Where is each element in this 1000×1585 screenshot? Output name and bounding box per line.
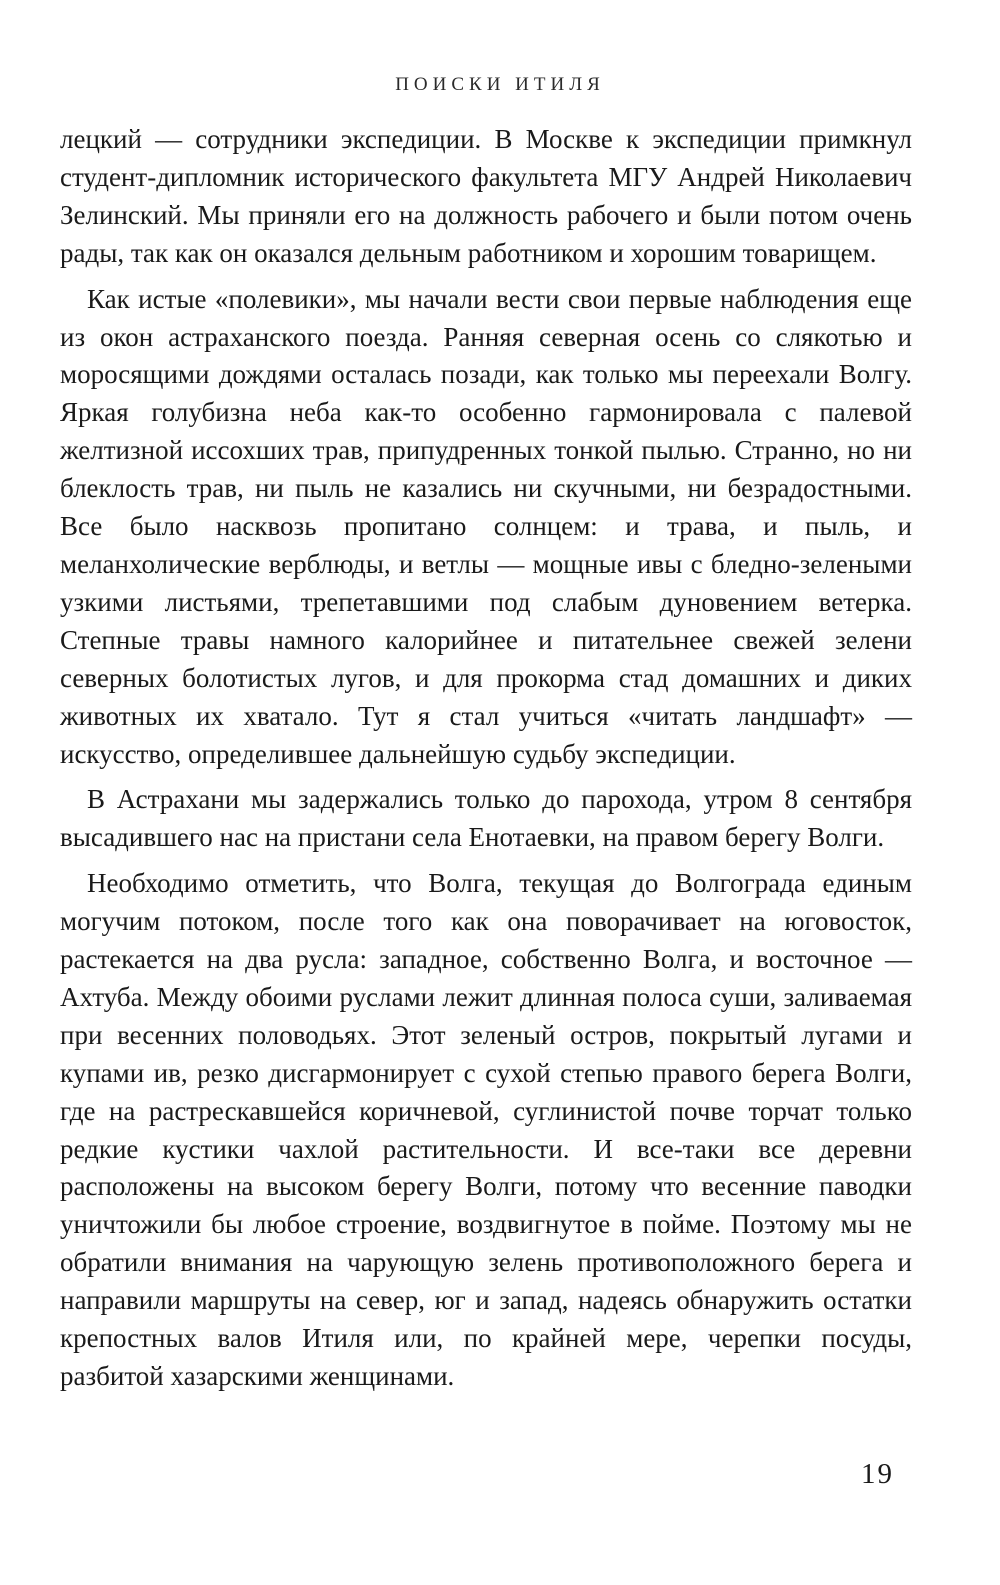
body-text [60,121,912,1404]
paragraph-4: Необходимо отметить, что Волга, текущая до Волгограда единым могучим потоком, после того как она поворачивает на юговосток, растекается на два русла: западное, собственно Волга, и восточное — Ахтуба. Между обоими руслами лежит длинная полоса суши, заливаемая при весенних половодьях. Этот зеленый остров, покрытый лугами и купами ив, резко дисгармонирует с сухой степью правого берега Волги, где на растрескавшейся коричневой, суглинистой почве торчат только редкие кустики чахлой растительности. И все-таки все деревни расположены на высоком берегу Волги, потому что весенние паводки уничтожили бы любое строение, воздвигнутое в пойме. Поэтому мы не обратили внимания на чарующую зелень противоположного берега и направили маршруты на север, юг и запад, надеясь обнаружить остатки крепостных валов Итиля или, по крайней мере, черепки посуды, разбитой хазарскими женщинами. [60,868,912,1391]
paragraph-2: Как истые «полевики», мы начали вести свои первые наблюдения еще из окон астраханского поезда. Ранняя северная осень со слякотью и моросящими дождями осталась позади, как только мы переехали Волгу. Яркая голубизна неба как-то особенно гармонировала с палевой желтизной иссохших трав, припудренных тонкой пылью. Странно, но ни блеклость трав, ни пыль не казались ни скучными, ни безрадостными. Все было насквозь пропитано солнцем: и трава, и пыль, и меланхолические верблюды, и ветлы — мощные ивы с бледно-зелеными узкими листьями, трепетавшими под слабым дуновением ветерка. Степные травы намного калорийнее и питательнее свежей зелени северных болотистых лугов, и для прокорма стад домашних и диких животных их хватало. Тут я стал учиться «читать ландшафт» — искусство, определившее дальнейшую судьбу экспедиции. [60,283,912,769]
paragraph-3: В Астрахани мы задержались только до парохода, утром 8 сентября высадившего нас на пристани села Енотаевки, на правом берегу Волги. [60,784,912,853]
paragraph-1: лецкий — сотрудники экспедиции. В Москве к экспедиции примкнул студент-дипломник исторического факультета МГУ Андрей Николаевич Зелинский. Мы приняли его на должность рабочего и были потом очень рады, так как он оказался дельным работником и хорошим товарищем. [60,124,912,268]
running-header: ПОИСКИ ИТИЛЯ [395,74,605,95]
page-number: 19 [861,1458,894,1490]
